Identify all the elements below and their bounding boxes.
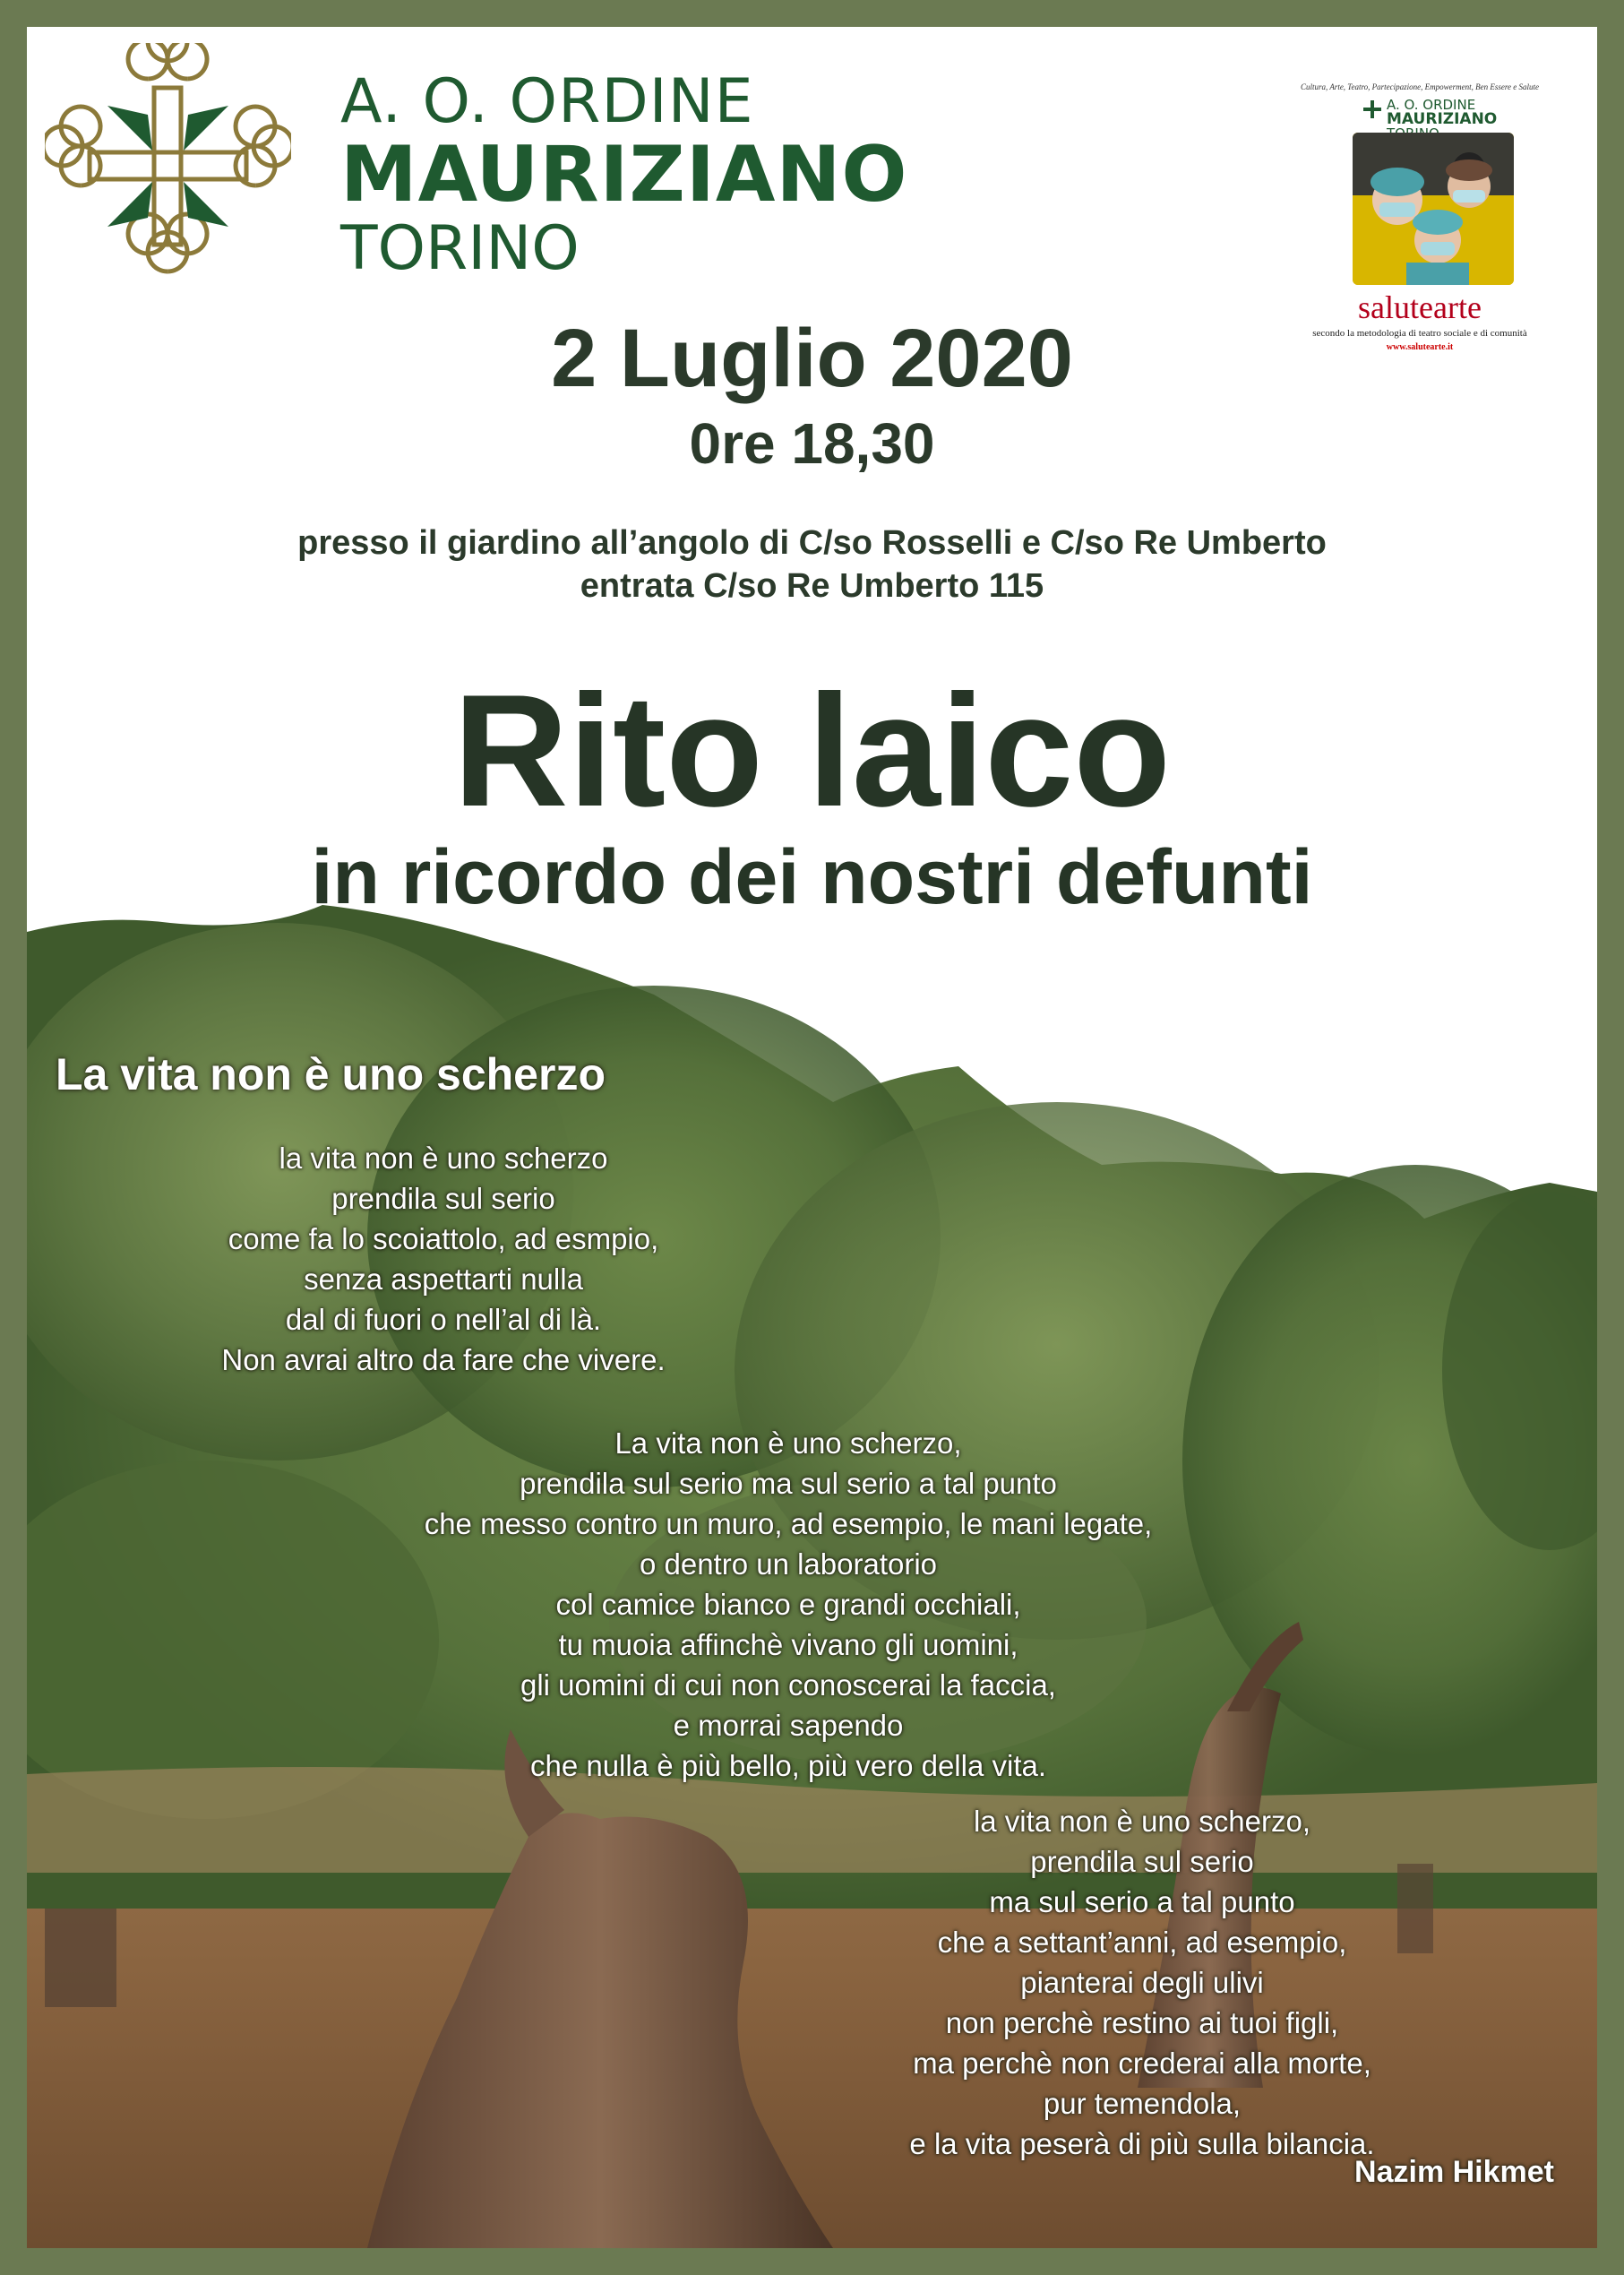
mauriziano-wordmark [340, 66, 908, 284]
poem-line: la vita non è uno scherzo [279, 1142, 608, 1175]
poem-line: e morrai sapendo [673, 1709, 904, 1742]
salutearte-url: www.salutearte.it [1386, 342, 1454, 352]
poem-line: senza aspettarti nulla [304, 1262, 583, 1296]
event-subtitle: in ricordo dei nostri defunti [311, 834, 1313, 920]
logo-line-2: MAURIZIANO [340, 130, 908, 220]
poem-line: che messo contro un muro, ad esempio, le mani legate, [424, 1507, 1153, 1540]
medical-staff-photo [1353, 133, 1514, 285]
salutearte-brand-part-1: salute [1358, 289, 1434, 325]
poem-title: La vita non è uno scherzo [56, 1049, 606, 1099]
poem-line: come fa lo scoiattolo, ad esmpio, [228, 1222, 659, 1255]
poem-line: e la vita peserà di più sulla bilancia. [909, 2127, 1375, 2160]
poem-line: prendila sul serio [1030, 1845, 1254, 1878]
poem-stanza-3 [793, 1801, 1491, 2164]
event-date: 2 Luglio 2020 [551, 313, 1073, 404]
poem-line: pianterai degli ulivi [1020, 1966, 1264, 1999]
mini-logo-line-2: MAURIZIANO [1387, 110, 1498, 128]
salutearte-tagline: Cultura, Arte, Teatro, Partecipazione, Empowerment, Ben Essere e Salute [1300, 82, 1540, 91]
poem-line: che nulla è più bello, più vero della vita. [529, 1749, 1047, 1782]
mauriziano-cross-logo-icon [45, 43, 291, 289]
poem-line: prendila sul serio ma sul serio a tal punto [520, 1467, 1057, 1500]
poem-line: pur temendola, [1043, 2087, 1242, 2120]
poem-line: che a settant’anni, ad esempio, [937, 1926, 1347, 1959]
poem-line: ma perchè non crederai alla morte, [913, 2047, 1371, 2080]
logo-line-3: TORINO [340, 213, 580, 284]
event-address-line-1: presso il giardino all’angolo di C/so Rosselli e C/so Re Umberto [297, 524, 1327, 562]
salutearte-brand-part-2: arte [1433, 289, 1482, 325]
logo-line-1: A. O. ORDINE [340, 66, 754, 137]
event-address-line-2: entrata C/so Re Umberto 115 [580, 567, 1044, 605]
poem-stanza-1 [170, 1138, 717, 1380]
event-title: Rito laico [452, 661, 1172, 840]
mini-logo-line-1: A. O. ORDINE [1387, 97, 1476, 113]
poem-line: dal di fuori o nell’al di là. [285, 1303, 602, 1336]
poem-line: la vita non è uno scherzo, [973, 1805, 1311, 1838]
salutearte-photo [1353, 133, 1514, 285]
poem-line: prendila sul serio [331, 1182, 555, 1215]
poem-line: La vita non è uno scherzo, [614, 1426, 962, 1460]
poem-line: o dentro un laboratorio [639, 1547, 938, 1581]
poem-line: gli uomini di cui non conoscerai la faccia, [520, 1668, 1056, 1702]
poster [27, 27, 1597, 2248]
poem-line: col camice bianco e grandi occhiali, [555, 1588, 1021, 1621]
mini-cross-logo-icon [1362, 99, 1383, 120]
event-time: 0re 18,30 [689, 411, 935, 476]
poem-line: tu muoia affinchè vivano gli uomini, [558, 1628, 1018, 1661]
poem-line: non perchè restino ai tuoi figli, [945, 2006, 1339, 2039]
salutearte-subtitle: secondo la metodologia di teatro sociale e di comunità [1312, 328, 1527, 339]
poem-line: Non avrai altro da fare che vivere. [221, 1343, 666, 1376]
poem-line: ma sul serio a tal punto [989, 1885, 1295, 1918]
poem-author: Nazim Hikmet [1354, 2155, 1554, 2189]
poem-stanza-2 [314, 1423, 1263, 1786]
